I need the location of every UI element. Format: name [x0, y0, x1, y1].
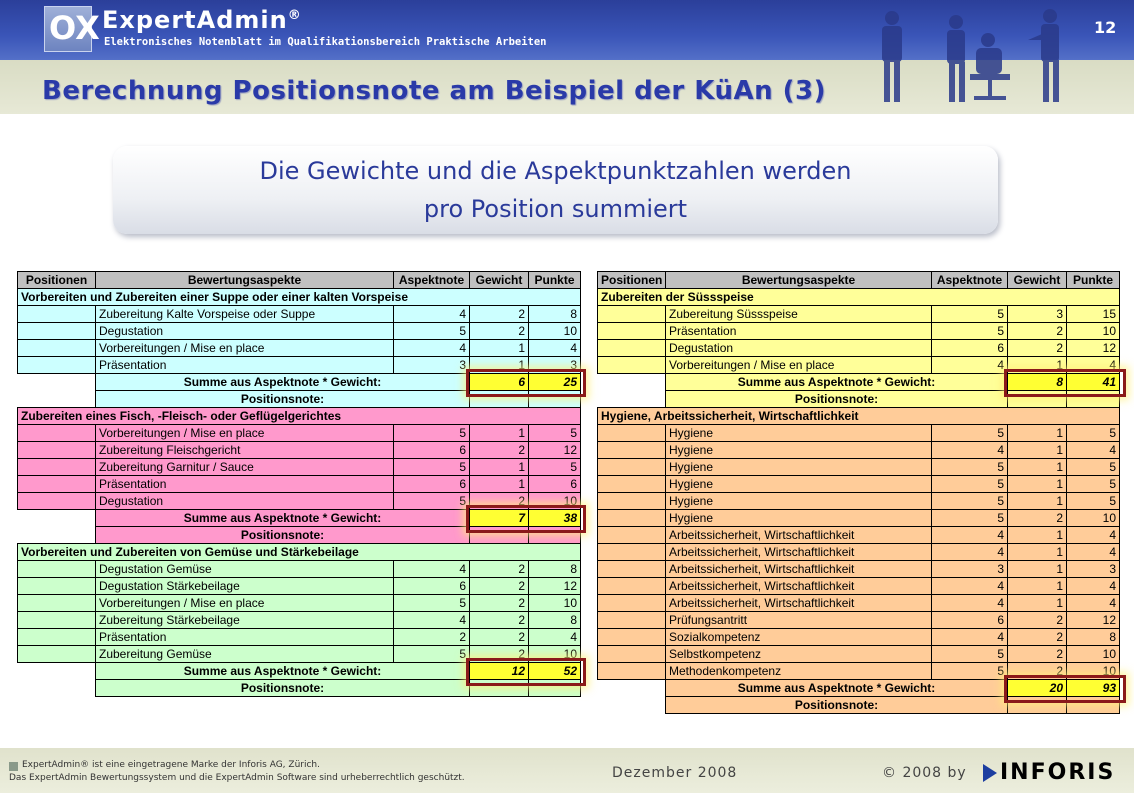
sum-points: 25: [529, 374, 581, 391]
col-header-aspektnote: Aspektnote: [932, 272, 1008, 289]
aspect-cell: Arbeitssicherheit, Wirtschaftlichkeit: [666, 527, 932, 544]
points-cell: 8: [1067, 629, 1120, 646]
weight-cell: 2: [470, 493, 529, 510]
position-cell: [598, 646, 666, 663]
page-title: Berechnung Positionsnote am Beispiel der KüAn (3): [42, 76, 827, 106]
section-title: Zubereiten der Süssspeise: [598, 289, 1120, 306]
points-cell: 10: [1067, 663, 1120, 680]
spacer-cell: [598, 697, 666, 714]
position-cell: [18, 578, 96, 595]
section-title: Vorbereiten und Zubereiten einer Suppe oder einer kalten Vorspeise: [18, 289, 581, 306]
table-row: [18, 425, 581, 442]
weight-cell: 2: [470, 578, 529, 595]
points-cell: 10: [529, 493, 581, 510]
aspect-cell: Zubereitung Fleischgericht: [96, 442, 394, 459]
aspect-cell: Vorbereitungen / Mise en place: [96, 595, 394, 612]
aspect-cell: Hygiene: [666, 442, 932, 459]
weight-cell: 1: [470, 476, 529, 493]
table-row: [598, 595, 1120, 612]
sum-points: 52: [529, 663, 581, 680]
weight-cell: 1: [470, 459, 529, 476]
aspect-note-cell: 3: [394, 357, 470, 374]
sum-weight: 8: [1008, 374, 1067, 391]
points-cell: 10: [1067, 646, 1120, 663]
aspect-note-cell: 4: [932, 544, 1008, 561]
aspect-note-cell: 5: [394, 595, 470, 612]
aspect-cell: Präsentation: [666, 323, 932, 340]
weight-cell: 1: [1008, 561, 1067, 578]
col-header-positionen: Positionen: [18, 272, 96, 289]
weight-cell: 2: [1008, 612, 1067, 629]
aspect-cell: Arbeitssicherheit, Wirtschaftlichkeit: [666, 544, 932, 561]
weight-cell: 2: [470, 561, 529, 578]
table-row: [598, 612, 1120, 629]
aspect-cell: Hygiene: [666, 476, 932, 493]
aspect-cell: Arbeitssicherheit, Wirtschaftlichkeit: [666, 561, 932, 578]
aspect-cell: Degustation: [96, 493, 394, 510]
weight-cell: 1: [1008, 357, 1067, 374]
positionsnote-label: Positionsnote:: [96, 391, 470, 408]
aspect-note-cell: 6: [394, 442, 470, 459]
sum-weight: 7: [470, 510, 529, 527]
positionsnote-label: Positionsnote:: [666, 697, 1008, 714]
weight-cell: 2: [1008, 510, 1067, 527]
points-cell: 4: [1067, 357, 1120, 374]
section-row: [598, 289, 1120, 306]
position-cell: [598, 612, 666, 629]
position-cell: [598, 663, 666, 680]
aspect-note-cell: 5: [932, 663, 1008, 680]
points-cell: 12: [529, 442, 581, 459]
table-header-row: [598, 272, 1120, 289]
sum-points: 93: [1067, 680, 1120, 697]
table-row: [18, 561, 581, 578]
table-row: [18, 306, 581, 323]
footer-bullet-icon: [9, 762, 18, 771]
points-cell: 12: [529, 578, 581, 595]
workers-illustration: [860, 0, 1090, 110]
table-row: [598, 544, 1120, 561]
table-header-row: [18, 272, 581, 289]
aspect-note-cell: 4: [932, 595, 1008, 612]
weight-cell: 3: [1008, 306, 1067, 323]
section-row: [18, 408, 581, 425]
aspect-cell: Degustation: [666, 340, 932, 357]
sum-weight: 20: [1008, 680, 1067, 697]
points-cell: 8: [529, 612, 581, 629]
spacer-cell: [18, 680, 96, 697]
table-row: [598, 425, 1120, 442]
aspect-note-cell: 4: [394, 306, 470, 323]
aspect-cell: Methodenkompetenz: [666, 663, 932, 680]
inforis-arrow-icon: [983, 764, 997, 782]
aspect-note-cell: 5: [932, 510, 1008, 527]
position-cell: [18, 493, 96, 510]
col-header-punkte: Punkte: [1067, 272, 1120, 289]
aspect-cell: Zubereitung Stärkebeilage: [96, 612, 394, 629]
table-row: [598, 442, 1120, 459]
points-cell: 10: [529, 323, 581, 340]
aspect-note-cell: 4: [394, 340, 470, 357]
sum-highlight-box-1: [466, 369, 586, 397]
points-cell: 8: [529, 561, 581, 578]
aspect-cell: Sozialkompetenz: [666, 629, 932, 646]
points-cell: 4: [529, 340, 581, 357]
weight-cell: 1: [1008, 595, 1067, 612]
expertadmin-logo: [44, 6, 100, 52]
table-row: [18, 323, 581, 340]
weight-cell: 2: [470, 612, 529, 629]
points-cell: 4: [1067, 527, 1120, 544]
aspect-note-cell: 4: [394, 561, 470, 578]
position-cell: [18, 612, 96, 629]
section-row: [18, 289, 581, 306]
aspect-cell: Hygiene: [666, 510, 932, 527]
aspect-note-cell: 2: [394, 629, 470, 646]
weight-cell: 2: [470, 306, 529, 323]
aspect-note-cell: 6: [932, 340, 1008, 357]
sum-highlight-box-4: [1004, 369, 1126, 397]
points-cell: 5: [1067, 459, 1120, 476]
col-header-punkte: Punkte: [529, 272, 581, 289]
table-row: [18, 340, 581, 357]
table-row: [18, 578, 581, 595]
sum-highlight-box-3: [466, 658, 586, 686]
weight-cell: 2: [1008, 340, 1067, 357]
sum-label: Summe aus Aspektnote * Gewicht:: [96, 663, 470, 680]
table-row: [598, 323, 1120, 340]
position-cell: [18, 595, 96, 612]
points-cell: 10: [529, 646, 581, 663]
position-cell: [598, 425, 666, 442]
position-cell: [18, 561, 96, 578]
points-cell: 8: [529, 306, 581, 323]
aspect-cell: Zubereitung Gemüse: [96, 646, 394, 663]
position-cell: [598, 323, 666, 340]
aspect-note-cell: 6: [932, 612, 1008, 629]
col-header-gewicht: Gewicht: [470, 272, 529, 289]
sum-points: 38: [529, 510, 581, 527]
aspect-cell: Arbeitssicherheit, Wirtschaftlichkeit: [666, 578, 932, 595]
table-row: [18, 595, 581, 612]
aspect-note-cell: 4: [932, 357, 1008, 374]
aspect-cell: Zubereitung Garnitur / Sauce: [96, 459, 394, 476]
aspect-cell: Zubereitung Süssspeise: [666, 306, 932, 323]
spacer-cell: [598, 374, 666, 391]
app-name: ExpertAdmin: [102, 6, 288, 34]
position-cell: [598, 527, 666, 544]
aspect-cell: Degustation Stärkebeilage: [96, 578, 394, 595]
aspect-cell: Degustation Gemüse: [96, 561, 394, 578]
table-row: [18, 442, 581, 459]
points-cell: 4: [1067, 595, 1120, 612]
sum-points: 41: [1067, 374, 1120, 391]
table-row: [598, 476, 1120, 493]
sum-weight: 6: [470, 374, 529, 391]
table-row: [18, 476, 581, 493]
weight-cell: 1: [1008, 476, 1067, 493]
position-cell: [18, 323, 96, 340]
table-row: [598, 629, 1120, 646]
spacer-cell: [18, 374, 96, 391]
points-cell: 4: [1067, 578, 1120, 595]
aspect-note-cell: 4: [932, 527, 1008, 544]
registered-mark: ®: [287, 8, 302, 23]
col-header-bewertungsaspekte: Bewertungsaspekte: [96, 272, 394, 289]
callout-line-2: pro Position summiert: [423, 195, 688, 223]
spacer-cell: [598, 680, 666, 697]
aspect-cell: Arbeitssicherheit, Wirtschaftlichkeit: [666, 595, 932, 612]
section-title: Vorbereiten und Zubereiten von Gemüse und Stärkebeilage: [18, 544, 581, 561]
aspect-note-cell: 5: [394, 459, 470, 476]
points-cell: 10: [529, 595, 581, 612]
position-cell: [598, 595, 666, 612]
weight-cell: 2: [470, 595, 529, 612]
sum-highlight-box-2: [466, 505, 586, 533]
points-cell: 10: [1067, 323, 1120, 340]
table-row: [598, 459, 1120, 476]
position-cell: [598, 306, 666, 323]
position-cell: [18, 442, 96, 459]
aspect-cell: Hygiene: [666, 493, 932, 510]
position-cell: [18, 459, 96, 476]
positionsnote-label: Positionsnote:: [666, 391, 1008, 408]
points-cell: 15: [1067, 306, 1120, 323]
weight-cell: 1: [470, 425, 529, 442]
footer-date: Dezember 2008: [612, 765, 738, 781]
logo-text: OX: [49, 9, 100, 47]
app-title: [102, 6, 302, 34]
inforis-logo: INFORIS: [1000, 760, 1116, 785]
aspect-cell: Degustation: [96, 323, 394, 340]
points-cell: 4: [1067, 442, 1120, 459]
position-cell: [598, 561, 666, 578]
weight-cell: 1: [470, 340, 529, 357]
aspect-note-cell: 5: [932, 425, 1008, 442]
col-header-aspektnote: Aspektnote: [394, 272, 470, 289]
aspect-note-cell: 4: [932, 578, 1008, 595]
table-row: [598, 646, 1120, 663]
position-cell: [598, 442, 666, 459]
weight-cell: 1: [1008, 578, 1067, 595]
table-row: [18, 612, 581, 629]
aspect-cell: Vorbereitungen / Mise en place: [666, 357, 932, 374]
col-header-gewicht: Gewicht: [1008, 272, 1067, 289]
weight-cell: 2: [1008, 663, 1067, 680]
table-row: [18, 459, 581, 476]
aspect-note-cell: 5: [394, 493, 470, 510]
aspect-cell: Prüfungsantritt: [666, 612, 932, 629]
points-cell: 3: [1067, 561, 1120, 578]
position-cell: [18, 629, 96, 646]
points-cell: 12: [1067, 340, 1120, 357]
spacer-cell: [18, 510, 96, 527]
table-row: [598, 493, 1120, 510]
aspect-cell: Präsentation: [96, 357, 394, 374]
aspect-cell: Vorbereitungen / Mise en place: [96, 425, 394, 442]
table-row: [18, 629, 581, 646]
position-cell: [598, 357, 666, 374]
points-cell: 6: [529, 476, 581, 493]
table-row: [598, 527, 1120, 544]
spacer-cell: [18, 663, 96, 680]
footer-copyright-note: Das ExpertAdmin Bewertungssystem und die ExpertAdmin Software sind urheberrechtlich geschützt.: [9, 773, 465, 783]
table-row: [598, 578, 1120, 595]
position-cell: [598, 459, 666, 476]
sum-weight: 12: [470, 663, 529, 680]
aspect-note-cell: 3: [932, 561, 1008, 578]
weight-cell: 1: [1008, 442, 1067, 459]
position-cell: [598, 476, 666, 493]
points-cell: 12: [1067, 612, 1120, 629]
col-header-positionen: Positionen: [598, 272, 666, 289]
aspect-note-cell: 5: [932, 306, 1008, 323]
position-cell: [598, 510, 666, 527]
aspect-note-cell: 5: [394, 425, 470, 442]
points-cell: 5: [1067, 476, 1120, 493]
section-title: Zubereiten eines Fisch, -Fleisch- oder Geflügelgerichtes: [18, 408, 581, 425]
sum-label: Summe aus Aspektnote * Gewicht:: [96, 374, 470, 391]
table-row: [598, 561, 1120, 578]
weight-cell: 2: [1008, 323, 1067, 340]
right-grade-table: [597, 271, 1120, 714]
position-cell: [598, 340, 666, 357]
aspect-note-cell: 6: [394, 578, 470, 595]
weight-cell: 2: [470, 442, 529, 459]
aspect-note-cell: 5: [932, 459, 1008, 476]
weight-cell: 2: [1008, 646, 1067, 663]
points-cell: 4: [1067, 544, 1120, 561]
callout-line-1: Die Gewichte und die Aspektpunktzahlen werden: [259, 157, 852, 185]
aspect-note-cell: 6: [394, 476, 470, 493]
weight-cell: 1: [1008, 459, 1067, 476]
weight-cell: 1: [1008, 425, 1067, 442]
position-cell: [18, 357, 96, 374]
aspect-cell: Präsentation: [96, 629, 394, 646]
aspect-cell: Selbstkompetenz: [666, 646, 932, 663]
sum-label: Summe aus Aspektnote * Gewicht:: [96, 510, 470, 527]
weight-cell: 2: [470, 646, 529, 663]
section-row: [18, 544, 581, 561]
aspect-cell: Hygiene: [666, 425, 932, 442]
spacer-cell: [18, 391, 96, 408]
table-row: [598, 306, 1120, 323]
points-cell: 5: [1067, 425, 1120, 442]
position-cell: [18, 646, 96, 663]
weight-cell: 2: [470, 629, 529, 646]
aspect-note-cell: 5: [932, 646, 1008, 663]
position-cell: [598, 578, 666, 595]
points-cell: 4: [529, 629, 581, 646]
sum-label: Summe aus Aspektnote * Gewicht:: [666, 680, 1008, 697]
aspect-cell: Hygiene: [666, 459, 932, 476]
sum-label: Summe aus Aspektnote * Gewicht:: [666, 374, 1008, 391]
app-subtitle: Elektronisches Notenblatt im Qualifikationsbereich Praktische Arbeiten: [104, 36, 547, 48]
weight-cell: 1: [1008, 527, 1067, 544]
weight-cell: 2: [470, 323, 529, 340]
left-grade-table: [17, 271, 581, 697]
footer-trademark: ExpertAdmin® ist eine eingetragene Marke der Inforis AG, Zürich.: [22, 760, 320, 770]
aspect-note-cell: 5: [394, 646, 470, 663]
table-row: [598, 510, 1120, 527]
aspect-note-cell: 5: [394, 323, 470, 340]
spacer-cell: [598, 391, 666, 408]
position-cell: [18, 476, 96, 493]
positionsnote-label: Positionsnote:: [96, 680, 470, 697]
weight-cell: 1: [470, 357, 529, 374]
position-cell: [18, 425, 96, 442]
weight-cell: 1: [1008, 493, 1067, 510]
aspect-note-cell: 5: [932, 493, 1008, 510]
aspect-cell: Vorbereitungen / Mise en place: [96, 340, 394, 357]
points-cell: 5: [1067, 493, 1120, 510]
aspect-note-cell: 4: [394, 612, 470, 629]
spacer-cell: [18, 527, 96, 544]
aspect-cell: Zubereitung Kalte Vorspeise oder Suppe: [96, 306, 394, 323]
callout-box: [113, 146, 998, 234]
position-cell: [18, 306, 96, 323]
sum-highlight-box-5: [1004, 675, 1126, 703]
table-row: [598, 340, 1120, 357]
points-cell: 3: [529, 357, 581, 374]
weight-cell: 2: [1008, 629, 1067, 646]
section-row: [598, 408, 1120, 425]
weight-cell: 1: [1008, 544, 1067, 561]
points-cell: 5: [529, 425, 581, 442]
points-cell: 10: [1067, 510, 1120, 527]
points-cell: 5: [529, 459, 581, 476]
aspect-note-cell: 4: [932, 442, 1008, 459]
position-cell: [18, 340, 96, 357]
col-header-bewertungsaspekte: Bewertungsaspekte: [666, 272, 932, 289]
position-cell: [598, 493, 666, 510]
positionsnote-label: Positionsnote:: [96, 527, 470, 544]
section-title: Hygiene, Arbeitssicherheit, Wirtschaftlichkeit: [598, 408, 1120, 425]
aspect-note-cell: 5: [932, 323, 1008, 340]
page-number: 12: [1094, 18, 1117, 37]
position-cell: [598, 629, 666, 646]
aspect-note-cell: 5: [932, 476, 1008, 493]
aspect-cell: Präsentation: [96, 476, 394, 493]
position-cell: [598, 544, 666, 561]
footer-copyright: © 2008 by: [882, 765, 967, 781]
aspect-note-cell: 4: [932, 629, 1008, 646]
